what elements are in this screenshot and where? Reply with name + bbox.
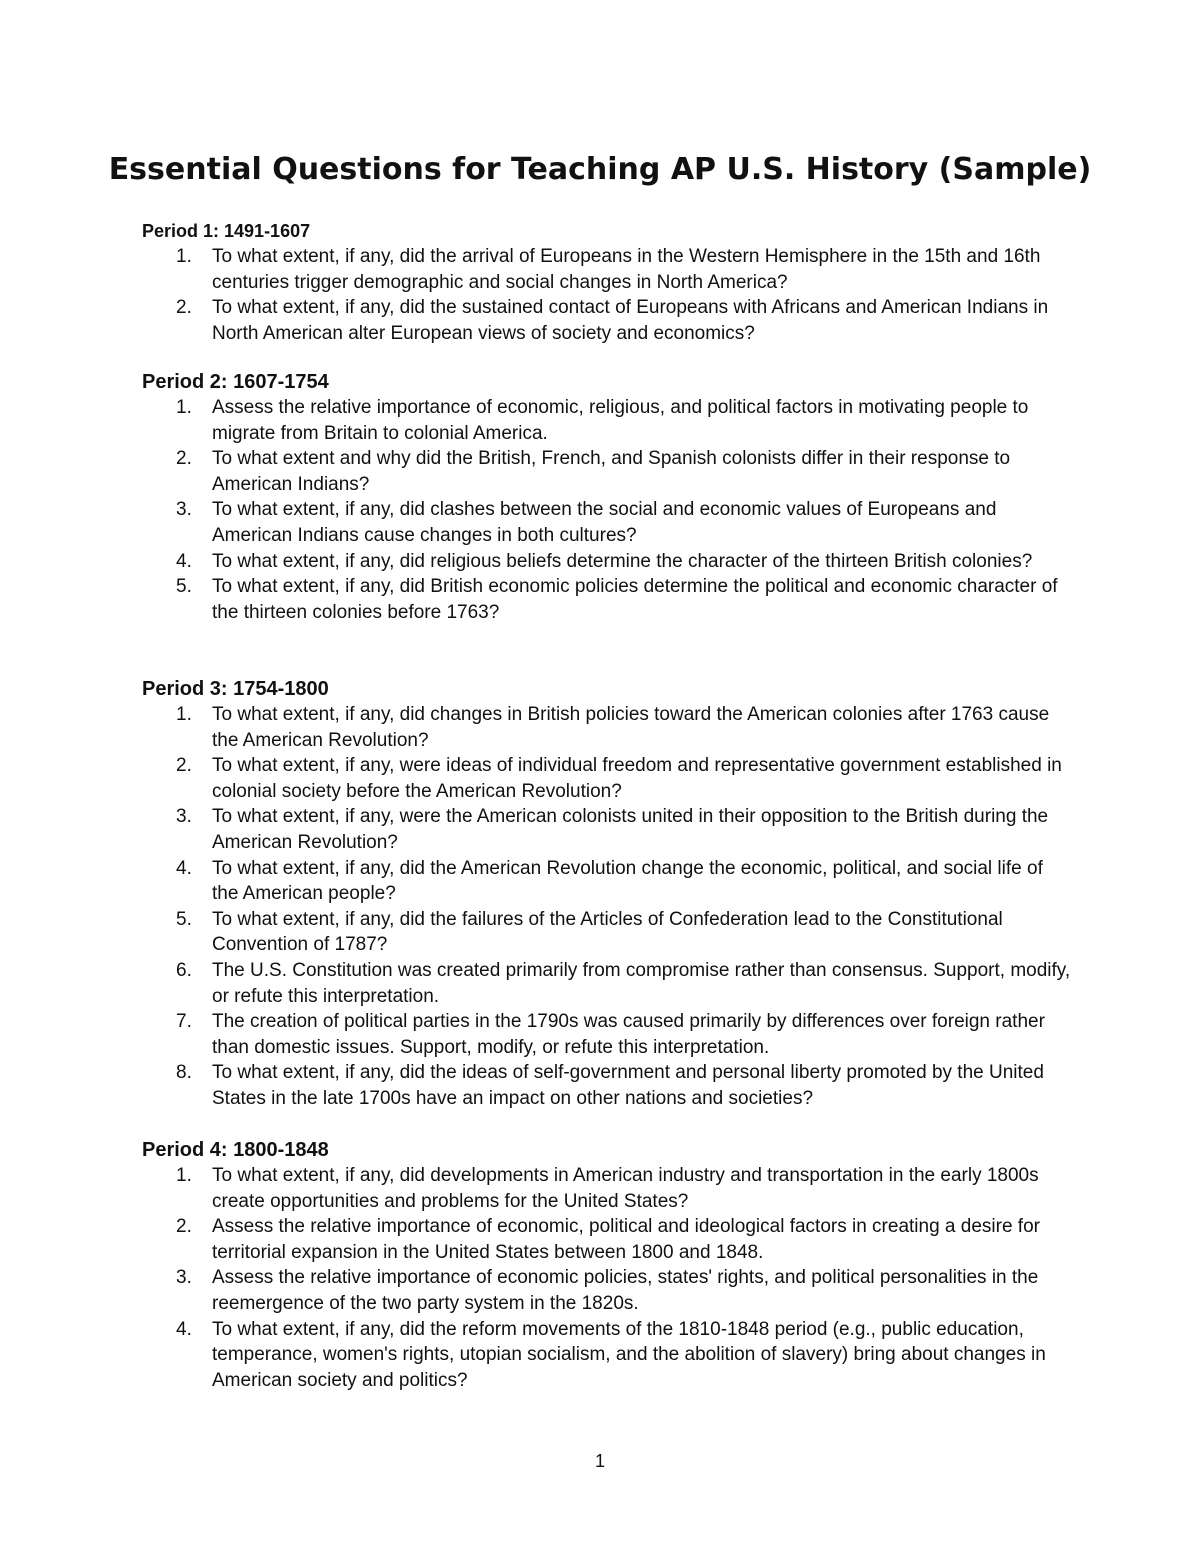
question-number: 5. bbox=[176, 576, 192, 598]
question-item bbox=[142, 702, 1072, 753]
question-number: 1. bbox=[176, 1165, 192, 1186]
question-text: To what extent, if any, did the sustained contact of Europeans with Africans and American Indians in North American alter European views of society and economics? bbox=[212, 297, 1049, 344]
question-text: To what extent, if any, did the American Revolution change the economic, political, and social life of the American people? bbox=[212, 857, 1043, 905]
question-text: To what extent, if any, did developments in American industry and transportation in the early 1800s create opportunities and problems for the United States? bbox=[212, 1165, 1039, 1212]
question-list bbox=[142, 395, 1072, 625]
question-number: 4. bbox=[176, 857, 192, 879]
question-item bbox=[142, 1163, 1072, 1214]
question-text: The creation of political parties in the 1790s was caused primarily by differences over foreign rather than domestic issues. Support, modify, or refute this interpretation. bbox=[212, 1011, 1045, 1058]
question-text: To what extent, if any, were the American colonists united in their opposition to the British during the American Revolution? bbox=[212, 806, 1049, 853]
question-item bbox=[142, 907, 1072, 958]
question-text: Assess the relative importance of economic policies, states' rights, and political personalities in the reemergence of the two party system in the 1820s. bbox=[212, 1267, 1039, 1314]
question-item bbox=[142, 1317, 1072, 1394]
question-text: To what extent, if any, did the reform movements of the 1810-1848 period (e.g., public education, temperance, women's rights, utopian socialism, and the abolition of slavery) bring about changes in American society and politics? bbox=[212, 1318, 1046, 1391]
question-text: To what extent and why did the British, French, and Spanish colonists differ in their response to American Indians? bbox=[212, 448, 1011, 495]
question-number: 1. bbox=[176, 704, 192, 725]
question-item bbox=[142, 753, 1072, 804]
question-text: To what extent, if any, did British economic policies determine the political and economic character of the thirteen colonies before 1763? bbox=[212, 576, 1058, 623]
question-item bbox=[142, 497, 1072, 548]
question-item bbox=[142, 1265, 1072, 1316]
question-item bbox=[142, 1009, 1072, 1060]
question-item bbox=[142, 549, 1072, 575]
question-number: 7. bbox=[176, 1011, 192, 1033]
question-text: Assess the relative importance of economic, political and ideological factors in creating a desire for territorial expansion in the United States between 1800 and 1848. bbox=[212, 1216, 1040, 1263]
question-item bbox=[142, 395, 1072, 446]
document-title: Essential Questions for Teaching AP U.S. History (Sample) bbox=[108, 152, 1092, 187]
question-text: To what extent, if any, did the arrival of Europeans in the Western Hemisphere in the 15th and 16th centuries trigger demographic and social changes in North America? bbox=[212, 246, 1041, 293]
question-item bbox=[142, 804, 1072, 855]
question-item bbox=[142, 1060, 1072, 1111]
question-text: To what extent, if any, did changes in British policies toward the American colonies after 1763 cause the American Revolution? bbox=[212, 704, 1050, 751]
question-item bbox=[142, 244, 1072, 295]
question-number: 8. bbox=[176, 1062, 192, 1084]
question-number: 5. bbox=[176, 908, 192, 930]
question-text: The U.S. Constitution was created primarily from compromise rather than consensus. Support, modify, or refute this interpretation. bbox=[212, 959, 1071, 1007]
page-number: 1 bbox=[594, 1451, 605, 1471]
question-item bbox=[142, 958, 1072, 1009]
question-list bbox=[142, 1163, 1072, 1393]
question-text: To what extent, if any, did the ideas of self-government and personal liberty promoted by the United States in the late 1700s have an impact on other nations and societies? bbox=[212, 1062, 1044, 1109]
question-item bbox=[142, 1214, 1072, 1265]
period-heading: Period 1: 1491-1607 bbox=[142, 221, 311, 241]
period-section-2 bbox=[142, 369, 1072, 625]
question-item bbox=[142, 856, 1072, 907]
question-number: 6. bbox=[176, 959, 192, 981]
question-number: 2. bbox=[176, 1216, 192, 1238]
question-number: 1. bbox=[176, 246, 192, 267]
period-section-4 bbox=[142, 1137, 1072, 1393]
question-number: 1. bbox=[176, 397, 192, 418]
question-list bbox=[142, 244, 1072, 346]
question-number: 2. bbox=[176, 297, 192, 319]
question-text: Assess the relative importance of economic, religious, and political factors in motivating people to migrate from Britain to colonial America. bbox=[212, 397, 1029, 444]
question-text: To what extent, if any, did religious beliefs determine the character of the thirteen British colonies? bbox=[212, 550, 1033, 572]
question-list bbox=[142, 702, 1072, 1112]
question-number: 3. bbox=[176, 1267, 192, 1289]
question-text: To what extent, if any, did the failures of the Articles of Confederation lead to the Constitutional Convention of 1787? bbox=[212, 908, 1003, 956]
question-item bbox=[142, 295, 1072, 346]
period-heading: Period 2: 1607-1754 bbox=[142, 371, 329, 393]
question-number: 3. bbox=[176, 499, 192, 521]
question-number: 4. bbox=[176, 550, 192, 572]
question-number: 2. bbox=[176, 755, 192, 777]
question-number: 3. bbox=[176, 806, 192, 828]
question-text: To what extent, if any, did clashes between the social and economic values of Europeans and American Indians cause changes in both cultures? bbox=[212, 499, 997, 546]
period-section-3 bbox=[142, 676, 1072, 1112]
question-text: To what extent, if any, were ideas of individual freedom and representative government established in colonial society before the American Revolution? bbox=[212, 755, 1062, 802]
period-heading: Period 4: 1800-1848 bbox=[142, 1139, 329, 1161]
question-item bbox=[142, 574, 1072, 625]
period-heading: Period 3: 1754-1800 bbox=[142, 678, 329, 700]
question-number: 4. bbox=[176, 1318, 192, 1340]
period-section-1 bbox=[142, 218, 1072, 346]
question-item bbox=[142, 446, 1072, 497]
question-number: 2. bbox=[176, 448, 192, 470]
